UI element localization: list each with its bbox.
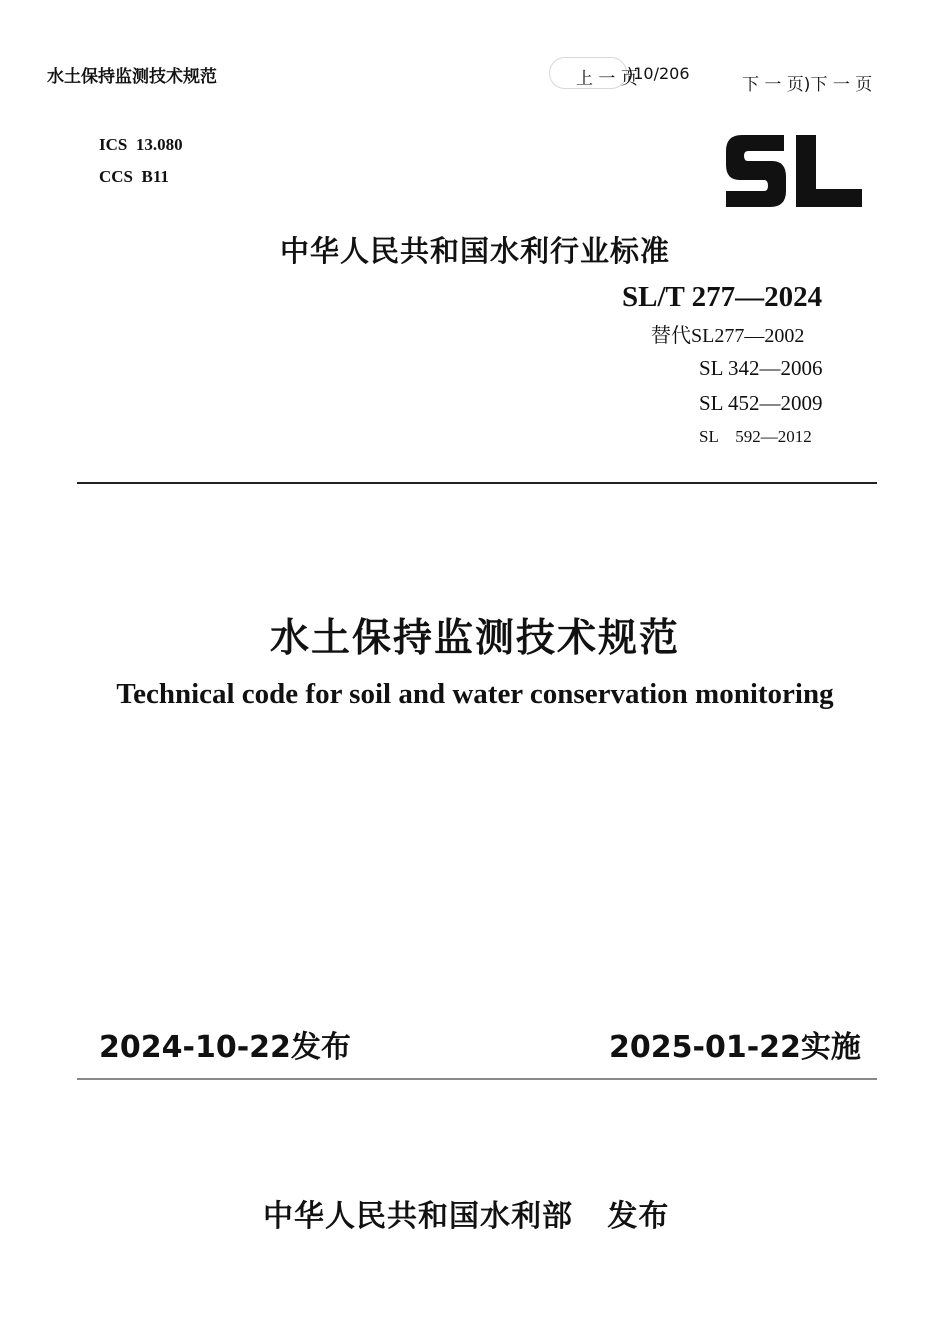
ccs-code: CCS B11 bbox=[99, 167, 169, 186]
document-title-label: 水土保持监测技术规范 bbox=[47, 67, 217, 87]
standard-number: SL/T 277—2024 bbox=[622, 281, 823, 313]
standard-category: 中华人民共和国水利行业标准 bbox=[279, 234, 670, 268]
divider-bottom bbox=[77, 1078, 877, 1080]
title-english: Technical code for soil and water conservation monitoring bbox=[116, 678, 834, 710]
replaces-line-1: 替代SL277—2002 bbox=[651, 325, 805, 347]
next-page-button[interactable]: 下 一 页)下 一 页 bbox=[742, 75, 873, 95]
sl-logo bbox=[722, 133, 864, 209]
implementation-date: 2025-01-22实施 bbox=[609, 1030, 861, 1065]
prev-page-label[interactable]: 上 一 页 bbox=[576, 69, 638, 89]
replaces-line-4: SL 592—2012 bbox=[699, 427, 812, 446]
page-indicator: )10/206 bbox=[627, 64, 690, 83]
replaces-line-2: SL 342—2006 bbox=[699, 356, 823, 380]
ics-code: ICS 13.080 bbox=[99, 135, 183, 154]
sl-logo-s-glyph bbox=[726, 135, 786, 207]
title-chinese: 水土保持监测技术规范 bbox=[269, 616, 680, 661]
divider-top bbox=[77, 482, 877, 484]
replaces-line-3: SL 452—2009 bbox=[699, 391, 823, 415]
publisher: 中华人民共和国水利部 发布 bbox=[263, 1199, 670, 1234]
issue-date: 2024-10-22发布 bbox=[99, 1030, 351, 1065]
sl-logo-l-glyph bbox=[796, 135, 862, 207]
